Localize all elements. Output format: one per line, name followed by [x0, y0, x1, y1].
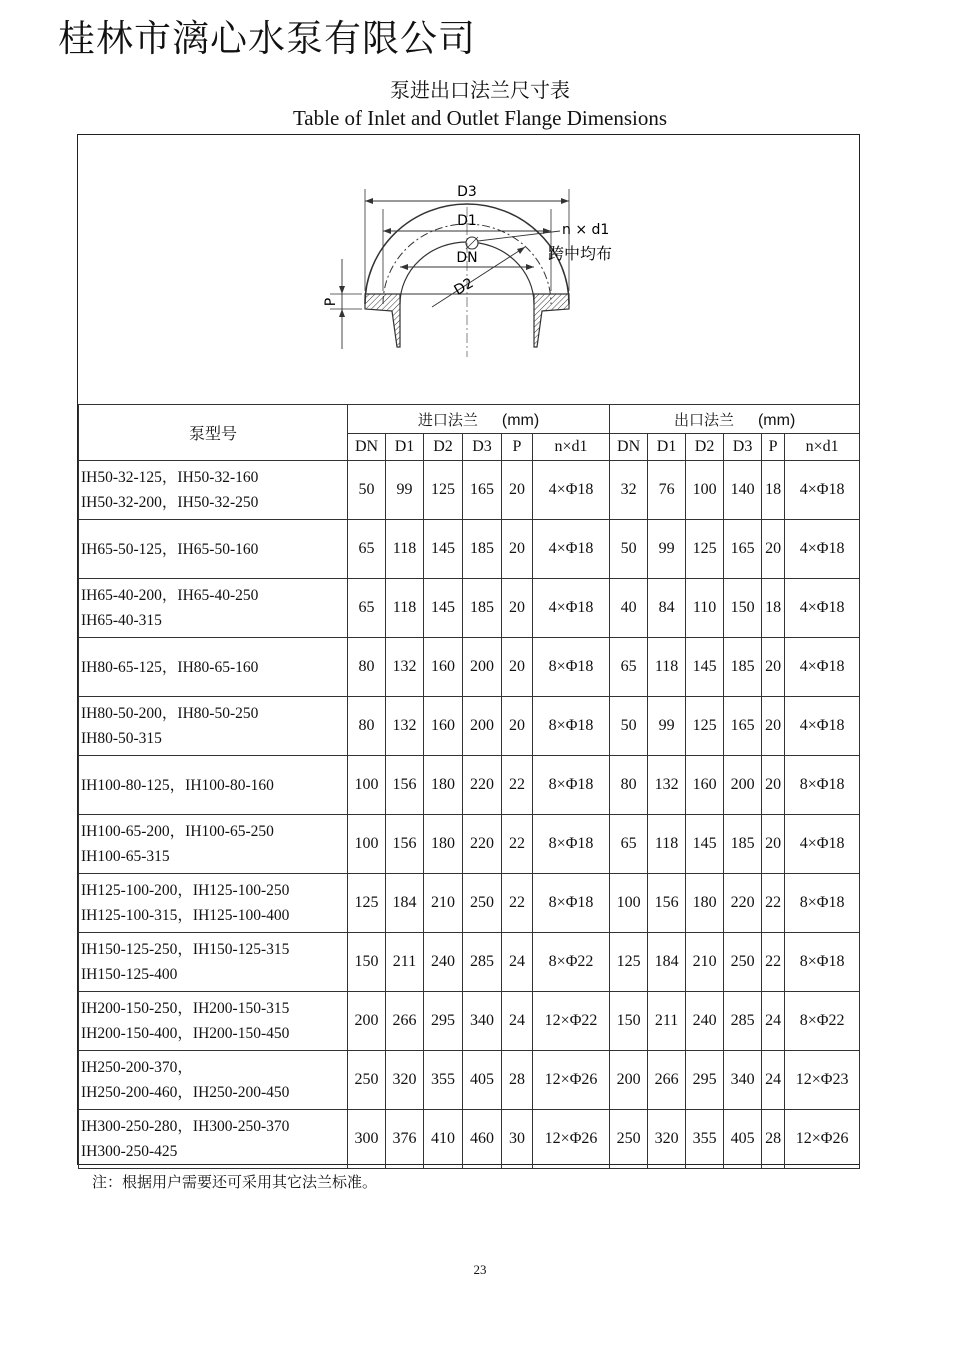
outlet-value-cell: 4×Φ18 [785, 579, 860, 638]
inlet-value-cell: 8×Φ18 [533, 756, 610, 815]
inlet-value-cell: 266 [386, 992, 424, 1051]
inlet-value-cell: 156 [386, 815, 424, 874]
inlet-value-cell: 24 [502, 933, 533, 992]
inlet-value-cell: 160 [424, 638, 463, 697]
inlet-value-cell: 100 [348, 815, 386, 874]
inlet-value-cell: 405 [463, 1051, 502, 1110]
inlet-value-cell: 145 [424, 579, 463, 638]
inlet-value-cell: 184 [386, 874, 424, 933]
inlet-value-cell: 99 [386, 461, 424, 520]
inlet-value-cell: 180 [424, 815, 463, 874]
model-line: IH80-50-200，IH80-50-250 [81, 705, 259, 722]
outlet-value-cell: 211 [648, 992, 686, 1051]
outlet-value-cell: 405 [724, 1110, 762, 1169]
company-name: 桂林市漓心水泵有限公司 [58, 17, 476, 60]
model-line: IH50-32-125，IH50-32-160 [81, 469, 259, 486]
inlet-value-cell: 250 [463, 874, 502, 933]
outlet-value-cell: 8×Φ18 [785, 933, 860, 992]
model-line: IH300-250-280，IH300-250-370 [81, 1118, 290, 1135]
outlet-value-cell: 110 [686, 579, 724, 638]
model-line: IH150-125-250，IH150-125-315 [81, 941, 290, 958]
model-cell [79, 933, 348, 992]
inlet-value-cell: 65 [348, 520, 386, 579]
table-row [79, 1110, 860, 1169]
outlet-value-cell: 125 [686, 520, 724, 579]
inlet-value-cell: 460 [463, 1110, 502, 1169]
outlet-value-cell: 4×Φ18 [785, 815, 860, 874]
inlet-value-cell: 200 [463, 697, 502, 756]
inlet-value-cell: 376 [386, 1110, 424, 1169]
outlet-col-d3: D3 [724, 434, 762, 461]
model-cell [79, 815, 348, 874]
outlet-value-cell: 165 [724, 697, 762, 756]
table-row [79, 579, 860, 638]
outlet-value-cell: 32 [610, 461, 648, 520]
outlet-value-cell: 28 [762, 1110, 785, 1169]
outlet-value-cell: 100 [686, 461, 724, 520]
outlet-value-cell: 118 [648, 638, 686, 697]
model-line: IH200-150-400，IH200-150-450 [81, 1025, 290, 1042]
table-row [79, 992, 860, 1051]
label-d3: D3 [457, 184, 477, 200]
model-line: IH65-50-125，IH65-50-160 [81, 540, 259, 558]
inlet-value-cell: 8×Φ18 [533, 697, 610, 756]
inlet-value-cell: 220 [463, 756, 502, 815]
outlet-value-cell: 118 [648, 815, 686, 874]
outlet-value-cell: 50 [610, 697, 648, 756]
page-number: 23 [473, 1262, 487, 1277]
outlet-value-cell: 20 [762, 638, 785, 697]
inlet-value-cell: 4×Φ18 [533, 579, 610, 638]
outlet-value-cell: 20 [762, 697, 785, 756]
inlet-value-cell: 165 [463, 461, 502, 520]
label-dn: DN [456, 250, 478, 266]
flange-dimension-table [78, 404, 860, 1169]
inlet-value-cell: 211 [386, 933, 424, 992]
inlet-value-cell: 20 [502, 579, 533, 638]
inlet-value-cell: 80 [348, 697, 386, 756]
inlet-value-cell: 28 [502, 1051, 533, 1110]
outlet-value-cell: 200 [724, 756, 762, 815]
inlet-value-cell: 125 [348, 874, 386, 933]
outlet-value-cell: 50 [610, 520, 648, 579]
outlet-value-cell: 156 [648, 874, 686, 933]
inlet-value-cell: 22 [502, 874, 533, 933]
flange-diagram-area [78, 135, 859, 405]
inlet-value-cell: 250 [348, 1051, 386, 1110]
outlet-value-cell: 20 [762, 756, 785, 815]
table-row [79, 874, 860, 933]
model-line: IH200-150-250，IH200-150-315 [81, 1000, 290, 1017]
inlet-value-cell: 295 [424, 992, 463, 1051]
outlet-value-cell: 184 [648, 933, 686, 992]
inlet-value-cell: 20 [502, 638, 533, 697]
outlet-value-cell: 185 [724, 815, 762, 874]
inlet-value-cell: 150 [348, 933, 386, 992]
model-cell [79, 1110, 348, 1169]
inlet-value-cell: 200 [348, 992, 386, 1051]
outlet-value-cell: 250 [610, 1110, 648, 1169]
outlet-value-cell: 150 [610, 992, 648, 1051]
outlet-col-p: P [762, 434, 785, 461]
outlet-value-cell: 132 [648, 756, 686, 815]
outlet-value-cell: 20 [762, 520, 785, 579]
model-line: IH125-100-315，IH125-100-400 [81, 907, 290, 924]
outlet-value-cell: 8×Φ18 [785, 756, 860, 815]
inlet-col-d3: D3 [463, 434, 502, 461]
outlet-col-d2: D2 [686, 434, 724, 461]
inlet-value-cell: 118 [386, 520, 424, 579]
inlet-value-cell: 285 [463, 933, 502, 992]
inlet-value-cell: 8×Φ18 [533, 638, 610, 697]
outlet-value-cell: 145 [686, 638, 724, 697]
inlet-value-cell: 145 [424, 520, 463, 579]
model-line: IH100-80-125，IH100-80-160 [81, 776, 274, 794]
model-line: IH250-200-370， [81, 1059, 193, 1076]
inlet-value-cell: 340 [463, 992, 502, 1051]
outlet-value-cell: 80 [610, 756, 648, 815]
outlet-col-dn: DN [610, 434, 648, 461]
table-row [79, 815, 860, 874]
model-line: IH100-65-200，IH100-65-250 [81, 823, 274, 840]
outlet-value-cell: 165 [724, 520, 762, 579]
model-cell [79, 1051, 348, 1110]
outlet-value-cell: 125 [686, 697, 724, 756]
inlet-col-d1: D1 [386, 434, 424, 461]
table-body [79, 461, 860, 1169]
flange-diagram [320, 179, 630, 361]
inlet-value-cell: 220 [463, 815, 502, 874]
inlet-value-cell: 132 [386, 697, 424, 756]
inlet-value-cell: 240 [424, 933, 463, 992]
inlet-value-cell: 30 [502, 1110, 533, 1169]
model-line: IH100-65-315 [81, 848, 170, 865]
inlet-value-cell: 125 [424, 461, 463, 520]
inlet-value-cell: 24 [502, 992, 533, 1051]
model-line: IH300-250-425 [81, 1143, 178, 1160]
inlet-value-cell: 8×Φ18 [533, 874, 610, 933]
outlet-value-cell: 65 [610, 815, 648, 874]
outlet-col-d1: D1 [648, 434, 686, 461]
inlet-value-cell: 160 [424, 697, 463, 756]
outlet-value-cell: 18 [762, 579, 785, 638]
model-cell [79, 697, 348, 756]
table-row [79, 520, 860, 579]
inlet-value-cell: 4×Φ18 [533, 520, 610, 579]
model-cell [79, 579, 348, 638]
outlet-value-cell: 22 [762, 933, 785, 992]
table-row [79, 756, 860, 815]
model-line: IH80-50-315 [81, 730, 162, 747]
table-frame [77, 134, 860, 1165]
outlet-value-cell: 266 [648, 1051, 686, 1110]
outlet-value-cell: 4×Φ18 [785, 520, 860, 579]
outlet-value-cell: 125 [610, 933, 648, 992]
inlet-value-cell: 4×Φ18 [533, 461, 610, 520]
outlet-value-cell: 12×Φ26 [785, 1110, 860, 1169]
footnote: 注：根据用户需要还可采用其它法兰标准。 [92, 1173, 378, 1191]
inlet-value-cell: 22 [502, 756, 533, 815]
inlet-value-cell: 156 [386, 756, 424, 815]
outlet-value-cell: 99 [648, 697, 686, 756]
inlet-value-cell: 65 [348, 579, 386, 638]
inlet-header: 进口法兰 (mm) [348, 405, 610, 434]
inlet-value-cell: 410 [424, 1110, 463, 1169]
inlet-col-d2: D2 [424, 434, 463, 461]
label-holes: n × d1 [562, 222, 610, 238]
inlet-value-cell: 22 [502, 815, 533, 874]
outlet-value-cell: 100 [610, 874, 648, 933]
outlet-value-cell: 180 [686, 874, 724, 933]
table-row [79, 461, 860, 520]
model-line: IH65-40-315 [81, 612, 162, 629]
outlet-value-cell: 76 [648, 461, 686, 520]
inlet-value-cell: 355 [424, 1051, 463, 1110]
outlet-value-cell: 285 [724, 992, 762, 1051]
outlet-value-cell: 145 [686, 815, 724, 874]
outlet-value-cell: 84 [648, 579, 686, 638]
outlet-value-cell: 18 [762, 461, 785, 520]
model-line: IH80-65-125，IH80-65-160 [81, 658, 259, 676]
model-line: IH65-40-200，IH65-40-250 [81, 587, 259, 604]
outlet-value-cell: 20 [762, 815, 785, 874]
model-line: IH50-32-200，IH50-32-250 [81, 494, 259, 511]
label-p: P [323, 297, 339, 307]
inlet-value-cell: 12×Φ26 [533, 1110, 610, 1169]
inlet-value-cell: 20 [502, 461, 533, 520]
inlet-value-cell: 100 [348, 756, 386, 815]
title-chinese: 泵进出口法兰尺寸表 [390, 78, 570, 102]
outlet-value-cell: 140 [724, 461, 762, 520]
inlet-value-cell: 185 [463, 520, 502, 579]
inlet-value-cell: 12×Φ22 [533, 992, 610, 1051]
inlet-value-cell: 12×Φ26 [533, 1051, 610, 1110]
outlet-value-cell: 4×Φ18 [785, 638, 860, 697]
model-line: IH150-125-400 [81, 966, 178, 983]
outlet-value-cell: 8×Φ22 [785, 992, 860, 1051]
inlet-value-cell: 185 [463, 579, 502, 638]
inlet-value-cell: 118 [386, 579, 424, 638]
outlet-value-cell: 22 [762, 874, 785, 933]
model-header: 泵型号 [79, 405, 348, 461]
outlet-value-cell: 340 [724, 1051, 762, 1110]
inlet-col-nd1: n×d1 [533, 434, 610, 461]
model-cell [79, 520, 348, 579]
model-cell [79, 756, 348, 815]
table-row [79, 1051, 860, 1110]
outlet-col-nd1: n×d1 [785, 434, 860, 461]
inlet-col-p: P [502, 434, 533, 461]
inlet-value-cell: 80 [348, 638, 386, 697]
model-cell [79, 638, 348, 697]
outlet-value-cell: 220 [724, 874, 762, 933]
title-english: Table of Inlet and Outlet Flange Dimensions [292, 106, 668, 130]
outlet-value-cell: 65 [610, 638, 648, 697]
inlet-col-dn: DN [348, 434, 386, 461]
model-line: IH125-100-200，IH125-100-250 [81, 882, 290, 899]
inlet-value-cell: 8×Φ22 [533, 933, 610, 992]
outlet-value-cell: 295 [686, 1051, 724, 1110]
inlet-value-cell: 132 [386, 638, 424, 697]
inlet-value-cell: 8×Φ18 [533, 815, 610, 874]
label-holes-note: 跨中均布 [548, 244, 613, 263]
model-line: IH250-200-460，IH250-200-450 [81, 1084, 290, 1101]
outlet-value-cell: 4×Φ18 [785, 697, 860, 756]
outlet-value-cell: 8×Φ18 [785, 874, 860, 933]
inlet-value-cell: 300 [348, 1110, 386, 1169]
inlet-value-cell: 20 [502, 520, 533, 579]
outlet-value-cell: 210 [686, 933, 724, 992]
outlet-value-cell: 200 [610, 1051, 648, 1110]
model-cell [79, 874, 348, 933]
outlet-value-cell: 150 [724, 579, 762, 638]
outlet-value-cell: 24 [762, 992, 785, 1051]
inlet-value-cell: 50 [348, 461, 386, 520]
outlet-value-cell: 250 [724, 933, 762, 992]
outlet-value-cell: 4×Φ18 [785, 461, 860, 520]
inlet-value-cell: 200 [463, 638, 502, 697]
outlet-value-cell: 24 [762, 1051, 785, 1110]
inlet-value-cell: 20 [502, 697, 533, 756]
inlet-value-cell: 320 [386, 1051, 424, 1110]
label-d2: D2 [451, 275, 477, 299]
outlet-value-cell: 99 [648, 520, 686, 579]
outlet-value-cell: 12×Φ23 [785, 1051, 860, 1110]
outlet-value-cell: 240 [686, 992, 724, 1051]
outlet-value-cell: 355 [686, 1110, 724, 1169]
table-row [79, 933, 860, 992]
outlet-value-cell: 160 [686, 756, 724, 815]
label-d1: D1 [457, 213, 477, 229]
outlet-value-cell: 320 [648, 1110, 686, 1169]
outlet-header: 出口法兰 (mm) [610, 405, 860, 434]
outlet-value-cell: 185 [724, 638, 762, 697]
model-cell [79, 461, 348, 520]
table-row [79, 638, 860, 697]
model-cell [79, 992, 348, 1051]
inlet-value-cell: 180 [424, 756, 463, 815]
table-row [79, 697, 860, 756]
inlet-value-cell: 210 [424, 874, 463, 933]
outlet-value-cell: 40 [610, 579, 648, 638]
